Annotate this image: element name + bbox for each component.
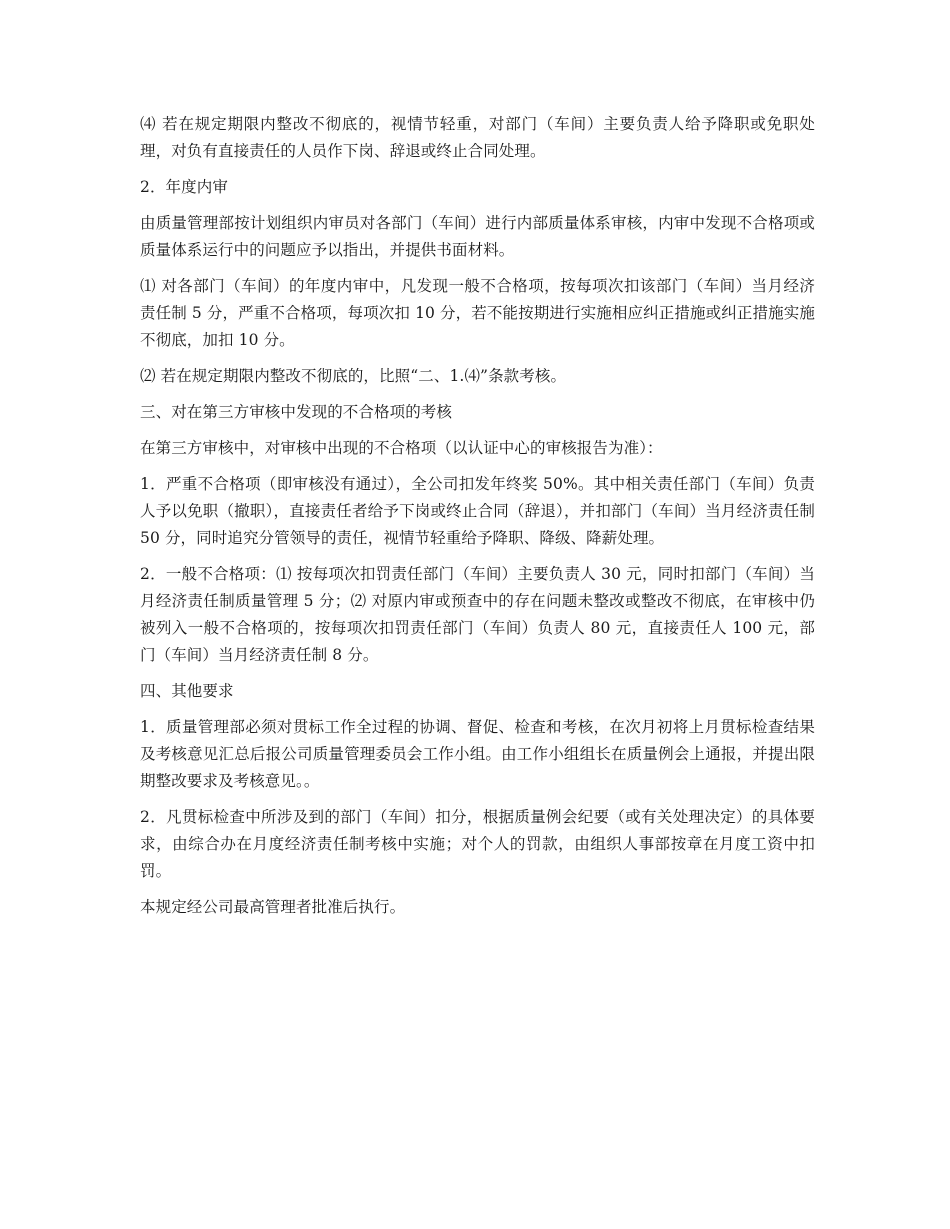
- paragraph-internal-audit-intro: 由质量管理部按计划组织内审员对各部门（车间）进行内部质量体系审核，内审中发现不合格项或质量体系运行中的问题应予以指出，并提供书面材料。: [140, 214, 815, 259]
- heading-third-party-audit: 三、对在第三方审核中发现的不合格项的考核: [140, 403, 453, 421]
- document-page: [140, 111, 815, 930]
- heading-annual-internal-audit: 2．年度内审: [140, 178, 228, 196]
- paragraph-deduction-implementation: 2．凡贯标检查中所涉及到的部门（车间）扣分，根据质量例会纪要（或有关处理决定）的具体要求，由综合办在月度经济责任制考核中实施；对个人的罚款，由组织人事部按章在月度工资中扣罚。: [140, 808, 815, 880]
- heading-other-requirements: 四、其他要求: [140, 682, 234, 700]
- paragraph-quality-dept-duties: 1．质量管理部必须对贯标工作全过程的协调、督促、检查和考核，在次月初将上月贯标检查结果及考核意见汇总后报公司质量管理委员会工作小组。由工作小组组长在质量例会上通报，并提出限期整改要求及考核意见。。: [140, 718, 815, 790]
- paragraph-effective-clause: 本规定经公司最高管理者批准后执行。: [140, 898, 406, 916]
- paragraph-third-party-intro: 在第三方审核中，对审核中出现的不合格项（以认证中心的审核报告为准）：: [140, 439, 663, 457]
- paragraph-item-4-penalty: ⑷ 若在规定期限内整改不彻底的，视情节轻重，对部门（车间）主要负责人给予降职或免职处理，对负有直接责任的人员作下岗、辞退或终止合同处理。: [140, 115, 815, 160]
- paragraph-serious-nonconformity: 1．严重不合格项（即审核没有通过），全公司扣发年终奖 50%。其中相关责任部门（车间）负责人予以免职（撤职），直接责任者给予下岗或终止合同（辞退），并扣部门（车间）当月经济责任制 50 分，同时追究分管领导的责任，视情节轻重给予降职、降级、降薪处理。: [140, 475, 815, 547]
- paragraph-general-nonconformity: 2．一般不合格项：⑴ 按每项次扣罚责任部门（车间）主要负责人 30 元，同时扣部门（车间）当月经济责任制质量管理 5 分；⑵ 对原内审或预查中的存在问题未整改或整改不彻底，在审核中仍被列入一般不合格项的，按每项次扣罚责任部门（车间）负责人 80 元，直接责任人 100 元，部门（车间）当月经济责任制 8 分。: [140, 565, 815, 664]
- paragraph-item-1-annual-audit: ⑴ 对各部门（车间）的年度内审中，凡发现一般不合格项，按每项次扣该部门（车间）当月经济责任制 5 分，严重不合格项，每项次扣 10 分，若不能按期进行实施相应纠正措施或纠正措施实施不彻底，加扣 10 分。: [140, 277, 815, 349]
- paragraph-item-2-rectification: ⑵ 若在规定期限内整改不彻底的，比照“二、1.⑷”条款考核。: [140, 367, 567, 385]
